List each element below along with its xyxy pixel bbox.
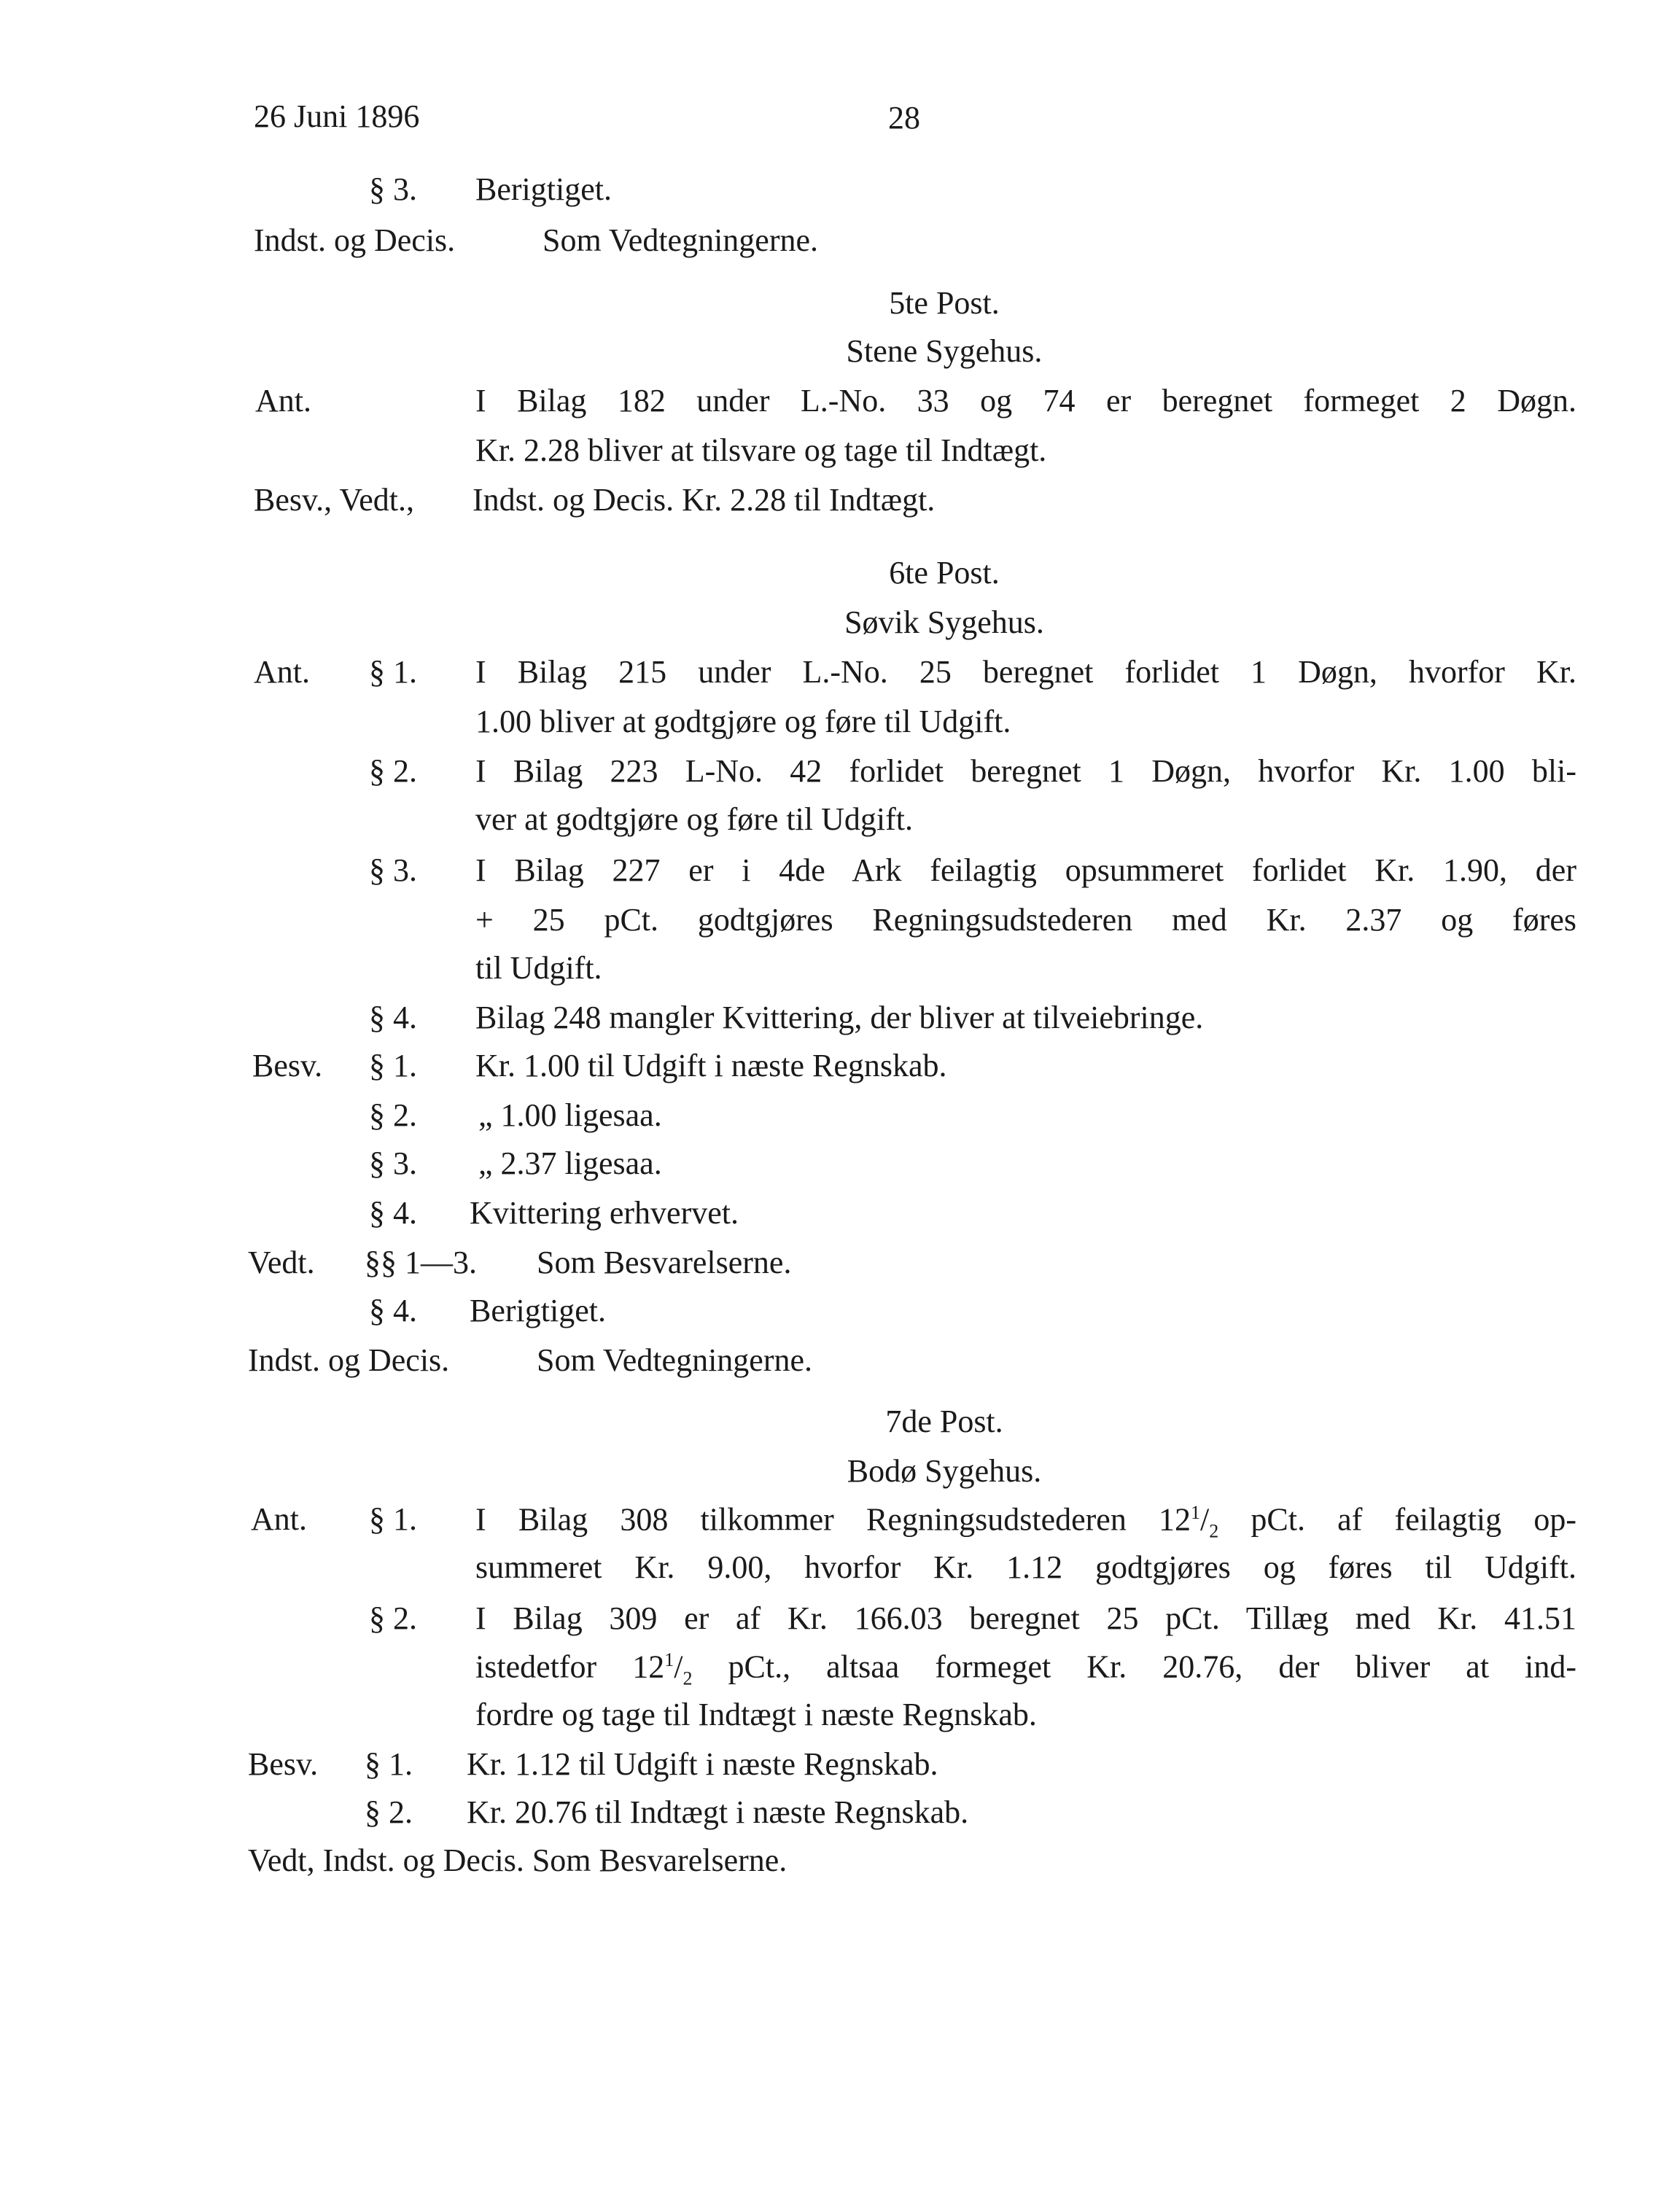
- section-number: § 1.: [369, 654, 417, 690]
- entry-label: Besv., Vedt.,: [254, 482, 414, 518]
- entry-text: Som Vedtegningerne.: [542, 222, 819, 258]
- section-number: § 3.: [369, 171, 417, 207]
- post-title: 6te Post.: [889, 555, 1000, 591]
- post-title: 7de Post.: [885, 1404, 1003, 1439]
- entry-text: I Bilag 215 under L.-No. 25 beregnet forlidet 1 Døgn, hvorfor Kr.: [475, 654, 1576, 690]
- section-number: § 2.: [369, 753, 417, 789]
- entry-label: Besv.: [252, 1048, 323, 1083]
- page-number: 28: [888, 100, 920, 136]
- section-number: § 1.: [369, 1048, 417, 1083]
- section-number: § 4.: [369, 1000, 417, 1035]
- entry-text: I Bilag 182 under L.-No. 33 og 74 er beregnet formeget 2 Døgn.: [475, 383, 1576, 419]
- entry-text: Kvittering erhvervet.: [470, 1195, 739, 1231]
- entry-text: Kr. 1.12 til Udgift i næste Regnskab.: [467, 1746, 938, 1782]
- entry-label: Ant.: [254, 654, 310, 690]
- entry-text: til Udgift.: [475, 950, 602, 986]
- entry-text: „ 1.00 ligesaa.: [478, 1097, 662, 1133]
- section-number: § 4.: [369, 1293, 417, 1328]
- entry-text: ver at godtgjøre og føre til Udgift.: [475, 801, 913, 837]
- post-subtitle: Søvik Sygehus.: [844, 604, 1044, 640]
- section-number: § 2.: [369, 1097, 417, 1133]
- entry-text: Indst. og Decis. Kr. 2.28 til Indtægt.: [472, 482, 936, 518]
- entry-text: Berigtiget.: [470, 1293, 606, 1328]
- entry-text: 1.00 bliver at godtgjøre og føre til Udgift.: [475, 704, 1011, 739]
- entry-text: Som Besvarelserne.: [537, 1245, 792, 1280]
- section-number: § 1.: [365, 1746, 413, 1782]
- entry-text: Bilag 248 mangler Kvittering, der bliver at tilveiebringe.: [475, 1000, 1204, 1035]
- section-number: § 3.: [369, 852, 417, 888]
- entry-label: Ant.: [255, 383, 311, 419]
- post-title: 5te Post.: [889, 285, 1000, 321]
- entry-text: Kr. 20.76 til Indtægt i næste Regnskab.: [467, 1794, 969, 1830]
- header-date: 26 Juni 1896: [254, 98, 420, 134]
- entry-label: Besv.: [248, 1746, 319, 1782]
- section-number: § 4.: [369, 1195, 417, 1231]
- post-subtitle: Bodø Sygehus.: [847, 1453, 1042, 1489]
- section-number: §§ 1—3.: [365, 1245, 477, 1280]
- entry-text: Vedt, Indst. og Decis. Som Besvarelserne.: [248, 1842, 788, 1878]
- entry-text: fordre og tage til Indtægt i næste Regnskab.: [475, 1697, 1037, 1732]
- section-number: § 1.: [369, 1501, 417, 1537]
- entry-text: Kr. 1.00 til Udgift i næste Regnskab.: [475, 1048, 947, 1083]
- entry-label: Vedt.: [248, 1245, 315, 1280]
- entry-label: Ant.: [251, 1501, 307, 1537]
- entry-text: Som Vedtegningerne.: [537, 1342, 813, 1378]
- entry-text: „ 2.37 ligesaa.: [478, 1145, 662, 1181]
- entry-text: I Bilag 223 L-No. 42 forlidet beregnet 1 Døgn, hvorfor Kr. 1.00 bli-: [475, 753, 1576, 789]
- entry-label: Indst. og Decis.: [248, 1342, 450, 1378]
- section-number: § 3.: [369, 1145, 417, 1181]
- entry-label: Indst. og Decis.: [254, 222, 456, 258]
- entry-text: I Bilag 227 er i 4de Ark feilagtig opsummeret forlidet Kr. 1.90, der: [475, 852, 1576, 888]
- entry-text: Kr. 2.28 bliver at tilsvare og tage til Indtægt.: [475, 432, 1047, 468]
- entry-text: summeret Kr. 9.00, hvorfor Kr. 1.12 godtgjøres og føres til Udgift.: [475, 1549, 1576, 1585]
- entry-text: + 25 pCt. godtgjøres Regningsudstederen med Kr. 2.37 og føres: [475, 902, 1576, 938]
- entry-text: Berigtiget.: [475, 171, 612, 207]
- entry-text: I Bilag 309 er af Kr. 166.03 beregnet 25 pCt. Tillæg med Kr. 41.51: [475, 1600, 1576, 1636]
- section-number: § 2.: [365, 1794, 413, 1830]
- section-number: § 2.: [369, 1600, 417, 1636]
- entry-text: I Bilag 308 tilkommer Regningsudstederen $12^1/_2$ pCt. af feilagtig op-: [475, 1501, 1576, 1542]
- post-subtitle: Stene Sygehus.: [846, 333, 1043, 369]
- entry-text: istedetfor $12^1/_2$ pCt., altsaa formeget Kr. 20.76, der bliver at ind-: [475, 1649, 1576, 1689]
